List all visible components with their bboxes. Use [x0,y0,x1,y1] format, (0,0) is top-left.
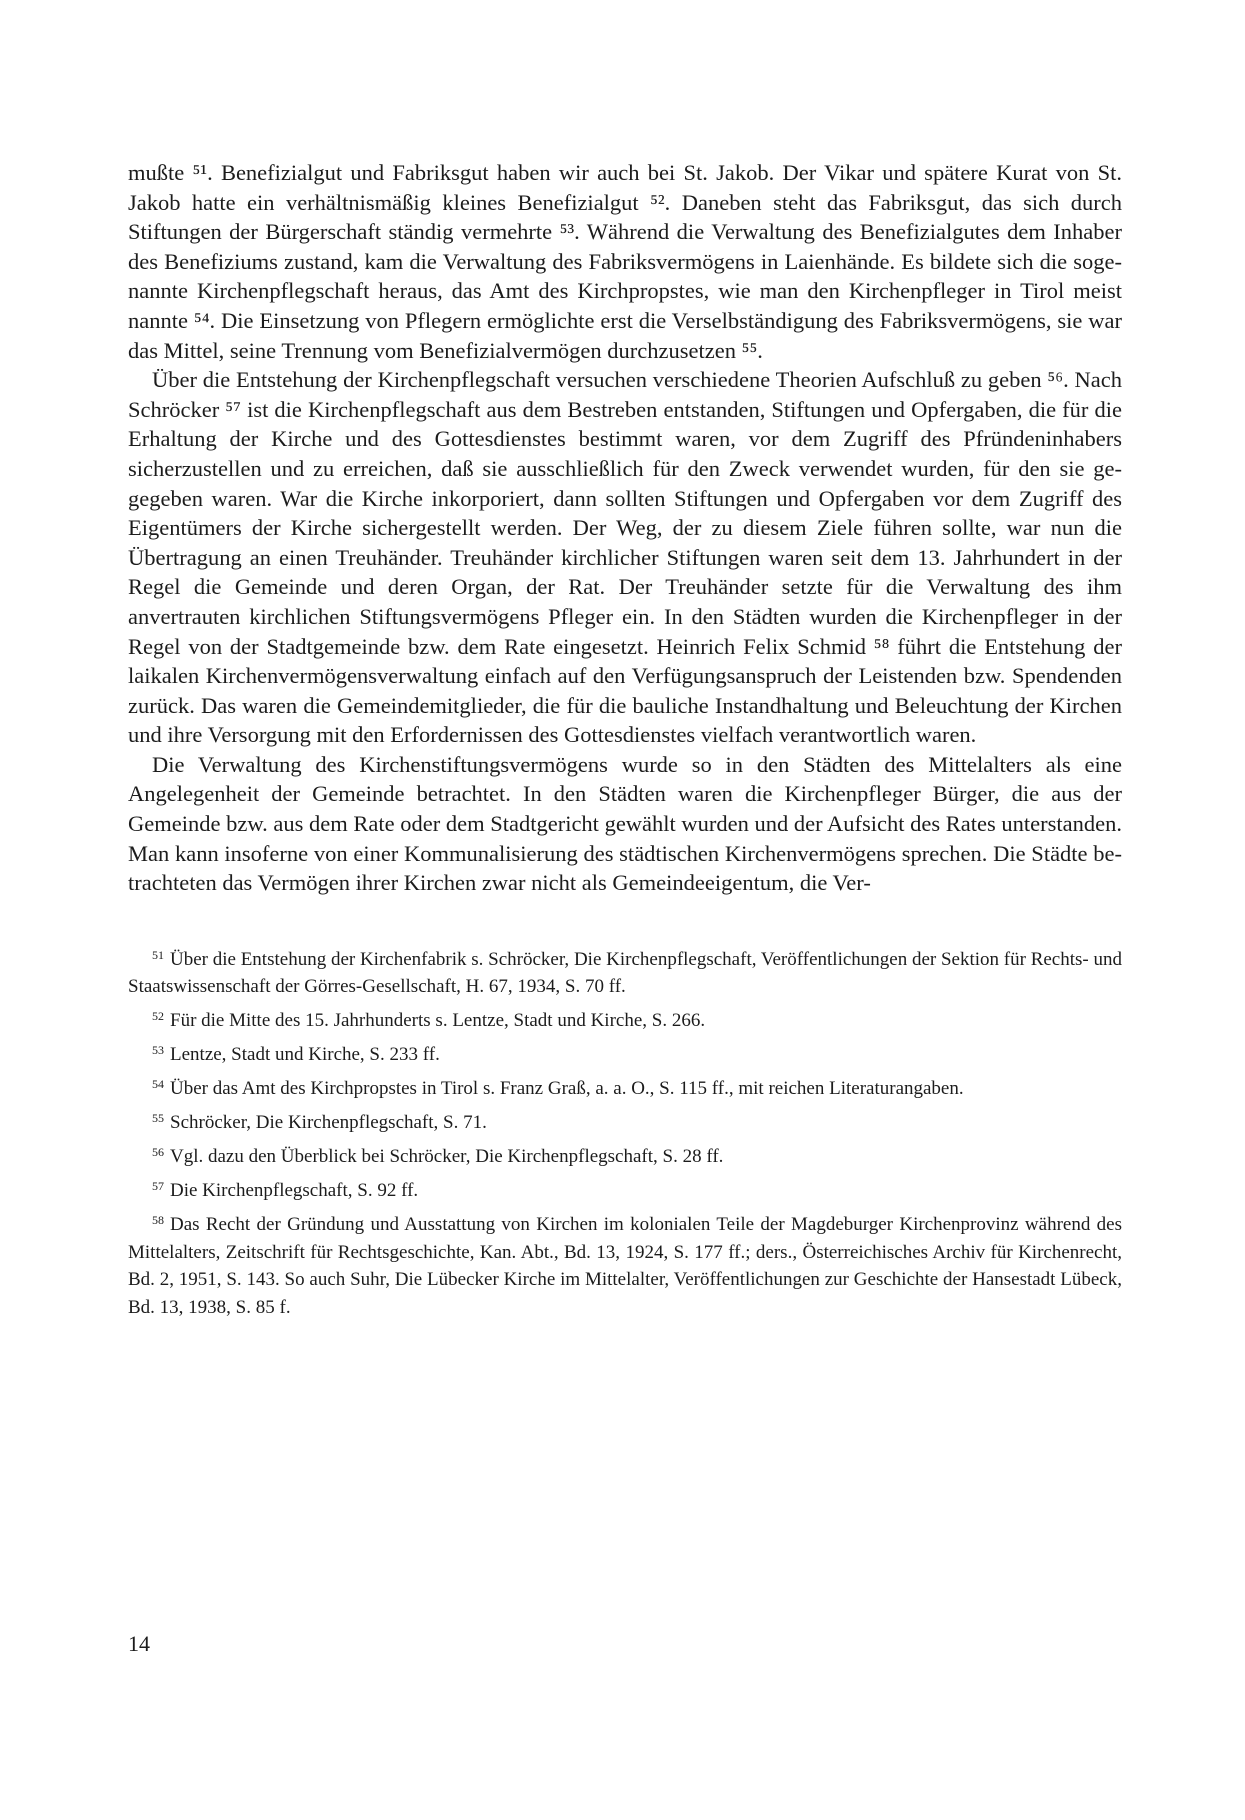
footnote-52 [128,1007,1122,1035]
footnotes [128,946,1122,1322]
footnote-number: 52 [152,1009,164,1024]
footnote-text: Für die Mitte des 15. Jahrhunderts s. Lentze, Stadt und Kirche, S. 266. [170,1010,706,1032]
footnote-number: 56 [152,1145,164,1160]
footnote-text: Über die Entstehung der Kirchenfabrik s. Schröcker, Die Kirchenpflegschaft, Veröffentlichungen der Sektion für Rechts- und Staatswissenschaft der Görres-Gesellschaft, H. 67, 1934, S. 70 ff. [128,948,1122,998]
main-text [128,158,1122,898]
footnote-text: Vgl. dazu den Überblick bei Schröcker, Die Kirchenpflegschaft, S. 28 ff. [170,1146,724,1168]
footnote-number: 54 [152,1077,164,1092]
footnote-51 [128,946,1122,1001]
footnote-53 [128,1041,1122,1069]
footnote-text: Schröcker, Die Kirchenpflegschaft, S. 71. [170,1112,487,1134]
footnote-text: Das Recht der Gründung und Ausstattung von Kirchen im kolonialen Teile der Magdeburger Kirchenprovinz während des Mittelalters, Zeitschrift für Rechtsgeschichte, Kan. Abt., Bd. 13, 1924, S. 177 ff.; ders., Österreichisches Archiv für Kirchenrecht, Bd. 2, 1951, S. 143. So auch Suhr, Die Lübecker Kirche im Mittelalter, Veröffentlichungen zur Geschichte der Hansestadt Lübeck, Bd. 13, 1938, S. 85 f. [128,1214,1122,1318]
paragraph-3: Die Verwaltung des Kirchenstiftungsvermögens wurde so in den Städten des Mittelalters als eine Angelegenheit der Gemeinde betrachtet. In den Städten waren die Kirchenpfleger Bürger, die aus der Gemeinde bzw. aus dem Rate oder dem Stadtgericht gewählt wurden und der Aufsicht des Rates unterstanden. Man kann insoferne von einer Kommunalisierung des städtischen Kirchenvermögens sprechen. Die Städte betrachteten das Vermögen ihrer Kirchen zwar nicht als Gemeindeeigentum, die Ver- [128,751,1122,896]
footnote-54 [128,1075,1122,1103]
footnote-number: 57 [152,1179,164,1194]
footnote-text: Lentze, Stadt und Kirche, S. 233 ff. [170,1044,440,1066]
page-content [128,158,1122,1328]
footnote-number: 53 [152,1043,164,1058]
footnote-56 [128,1143,1122,1171]
footnote-number: 55 [152,1111,164,1126]
footnote-58 [128,1211,1122,1321]
paragraph-2: Über die Entstehung der Kirchenpflegschaft versuchen verschiedene Theorien Aufschluß zu geben ⁵⁶. Nach Schröcker ⁵⁷ ist die Kirchenpflegschaft aus dem Bestreben entstanden, Stiftungen und Opfergaben, die für die Erhaltung der Kirche und des Gottesdienstes bestimmt waren, vor dem Zugriff des Pfründeninhabers sicherzustellen und zu erreichen, daß sie ausschließlich für den Zweck verwendet wurden, für den sie gegegeben waren. War die Kirche inkorporiert, dann sollten Stiftungen und Opfergaben vor dem Zugriff des Eigentümers der Kirche sichergestellt werden. Der Weg, der zu diesem Ziele führen sollte, war nun die Übertragung an einen Treuhänder. Treuhänder kirchlicher Stiftungen waren seit dem 13. Jahrhundert in der Regel die Gemeinde und deren Organ, der Rat. Der Treuhänder setzte für die Verwaltung des ihm anvertrauten kirchlichen Stiftungsvermögens Pfleger ein. In den Städten wurden die Kirchenpfleger in der Regel von der Stadtgemeinde bzw. dem Rate eingesetzt. Heinrich Felix Schmid ⁵⁸ führt die Entstehung der laikalen Kirchenvermögensverwaltung einfach auf den Verfügungsanspruch der Leistenden bzw. Spendenden zurück. Das waren die Gemeindemitglieder, die für die bauliche Instandhaltung und Beleuchtung der Kirchen und ihre Versorgung mit den Erfordernissen des Gottesdienstes vielfach verantwortlich waren. [128,367,1122,748]
footnote-number: 51 [152,947,164,962]
footnote-number: 58 [152,1213,164,1228]
footnote-55 [128,1109,1122,1137]
footnote-text: Die Kirchenpflegschaft, S. 92 ff. [170,1180,419,1202]
page-number: 14 [128,1631,150,1656]
footnote-57 [128,1177,1122,1205]
paragraph-1: mußte ⁵¹. Benefizialgut und Fabriksgut haben wir auch bei St. Jakob. Der Vikar und spätere Kurat von St. Jakob hatte ein verhältnismäßig kleines Benefizialgut ⁵². Daneben steht das Fabriksgut, das sich durch Stiftungen der Bürgerschaft ständig vermehrte ⁵³. Während die Verwaltung des Benefizialgutes dem Inhaber des Benefiziums zustand, kam die Verwaltung des Fabriksvermögens in Laienhände. Es bildete sich die sogenannte Kirchenpflegschaft heraus, das Amt des Kirchpropstes, wie man den Kirchenpfleger in Tirol meist nannte ⁵⁴. Die Einsetzung von Pflegern ermöglichte erst die Verselbständigung des Fabriksvermögens, sie war das Mittel, seine Trennung vom Benefizialvermögen durchzusetzen ⁵⁵. [128,160,1122,363]
footnote-text: Über das Amt des Kirchpropstes in Tirol s. Franz Graß, a. a. O., S. 115 ff., mit reichen Literaturangaben. [170,1078,964,1100]
